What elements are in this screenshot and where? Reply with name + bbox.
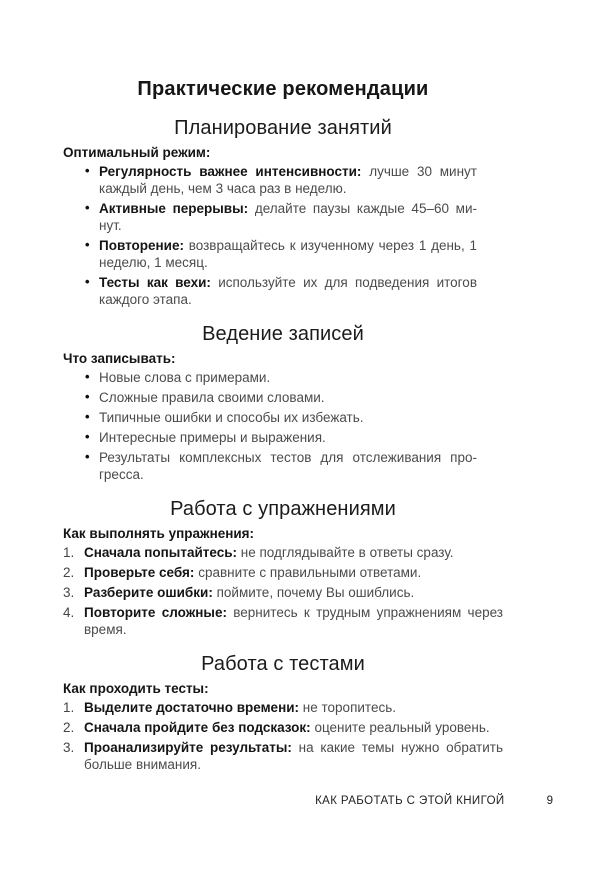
bullet-icon: • <box>85 389 90 404</box>
item-lead: Разберите ошибки: <box>84 585 213 600</box>
bullet-icon: • <box>85 274 90 289</box>
list-item <box>63 739 503 773</box>
item-lead: Тесты как вехи: <box>99 275 211 290</box>
bullet-icon: • <box>85 200 90 215</box>
list-item <box>85 389 477 406</box>
item-text: лучше 30 минут каждый день, чем 3 часа раз в неделю. <box>99 164 477 196</box>
section-heading: Ведение записей <box>202 323 364 345</box>
item-number: 2. <box>63 720 75 735</box>
bullet-icon: • <box>85 409 90 424</box>
section-heading: Работа с упражнениями <box>170 498 396 520</box>
list-item <box>85 163 477 197</box>
list-item <box>63 604 503 638</box>
item-text: возвращайтесь к изученному через 1 день, 1 неделю, 1 месяц. <box>99 238 477 270</box>
item-number: 3. <box>63 740 75 755</box>
item-text: Типичные ошибки и способы их избежать. <box>99 410 364 425</box>
page-content <box>63 0 503 773</box>
item-lead: Повторение: <box>99 238 184 253</box>
item-text: оцените реальный уровень. <box>314 720 490 735</box>
bullet-icon: • <box>85 429 90 444</box>
bullet-list <box>63 163 503 308</box>
section-heading: Работа с тестами <box>201 653 365 675</box>
bullet-icon: • <box>85 163 90 178</box>
bullet-icon: • <box>85 449 90 464</box>
bullet-icon: • <box>85 369 90 384</box>
item-lead: Выделите достаточно времени: <box>84 700 300 715</box>
list-item <box>85 237 477 271</box>
list-item <box>85 200 477 234</box>
bullet-icon: • <box>85 237 90 252</box>
item-number: 1. <box>63 545 75 560</box>
list-label: Как проходить тесты: <box>63 681 209 696</box>
item-number: 4. <box>63 605 75 620</box>
section-heading: Планирование занятий <box>174 117 392 139</box>
footer-chapter-label: КАК РАБОТАТЬ С ЭТОЙ КНИГОЙ <box>315 795 505 807</box>
list-item <box>63 544 503 561</box>
section-tests <box>63 651 503 773</box>
numbered-list <box>63 699 503 773</box>
section-planning <box>63 115 503 308</box>
bullet-list <box>63 369 503 483</box>
item-lead: Проанализируйте результаты: <box>84 740 292 755</box>
section-exercises <box>63 496 503 638</box>
list-label: Как выполнять упражнения: <box>63 526 255 541</box>
page-number: 9 <box>546 795 553 807</box>
list-item <box>85 409 477 426</box>
item-lead: Активные перерывы: <box>99 201 249 216</box>
list-item <box>85 274 477 308</box>
item-number: 3. <box>63 585 75 600</box>
item-text: Интересные примеры и выражения. <box>99 430 326 445</box>
item-lead: Проверьте себя: <box>84 565 195 580</box>
page-title: Практические рекомендации <box>137 78 429 100</box>
running-footer <box>315 795 553 807</box>
item-text: Сложные правила своими словами. <box>99 390 325 405</box>
item-text: не подглядывайте в ответы сразу. <box>240 545 454 560</box>
list-item <box>63 719 503 736</box>
list-item <box>85 369 477 386</box>
item-text: делайте паузы каждые 45–60 минут. <box>99 201 477 233</box>
item-text: сравните с правильными ответами. <box>198 565 422 580</box>
list-item <box>63 584 503 601</box>
list-label: Оптимальный режим: <box>63 145 211 160</box>
numbered-list <box>63 544 503 638</box>
item-lead: Повторите сложные: <box>84 605 227 620</box>
item-text: поймите, почему Вы ошиблись. <box>216 585 415 600</box>
item-text: используйте их для подведения итогов каждого этапа. <box>99 275 477 307</box>
item-text: Результаты комплексных тестов для отслеживания прогресса. <box>99 450 477 482</box>
item-text: вернитесь к трудным упражнениям через время. <box>84 605 503 637</box>
list-item <box>85 429 477 446</box>
list-label: Что записывать: <box>63 351 176 366</box>
item-text: Новые слова с примерами. <box>99 370 271 385</box>
item-lead: Сначала пройдите без подсказок: <box>84 720 311 735</box>
item-lead: Сначала попытайтесь: <box>84 545 238 560</box>
list-item <box>63 699 503 716</box>
list-item <box>63 564 503 581</box>
item-lead: Регулярность важнее интенсивности: <box>99 164 362 179</box>
item-text: на какие темы нужно обратить больше внимания. <box>84 740 503 772</box>
item-number: 1. <box>63 700 75 715</box>
list-item <box>85 449 477 483</box>
item-number: 2. <box>63 565 75 580</box>
section-notes <box>63 321 503 483</box>
item-text: не торопитесь. <box>302 700 396 715</box>
